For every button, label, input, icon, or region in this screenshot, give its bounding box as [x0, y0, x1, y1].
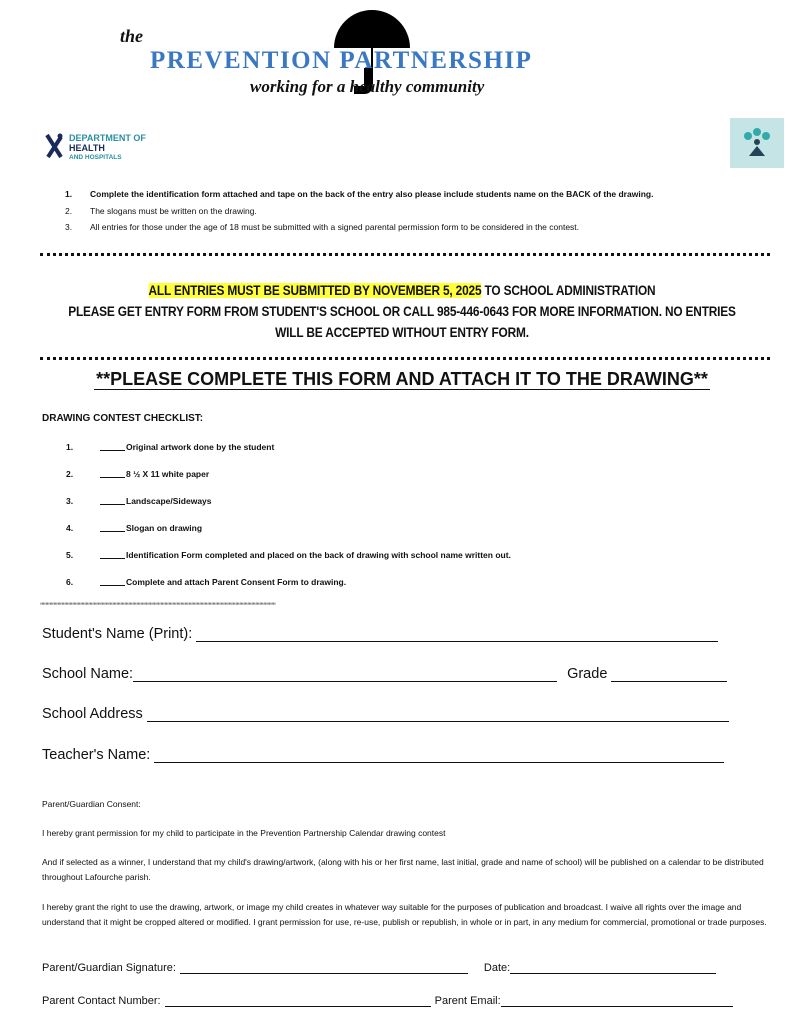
separator: ‘‘‘‘‘‘‘‘‘‘‘‘‘‘‘‘‘‘‘‘‘‘‘‘‘‘‘‘‘‘‘‘‘‘‘‘‘‘‘‘‘‘‘‘‘‘‘‘‘‘‘‘‘‘‘‘‘‘‘‘‘‘‘‘‘‘‘‘‘‘‘‘‘‘‘‘‘‘‘‘‘‘‘‘‘‘‘‘‘‘‘‘‘‘‘‘‘‘‘‘‘‘‘‘‘‘‘‘‘‘‘‘‘‘‘‘‘‘‘‘‘‘‘‘‘‘‘‘‘‘‘‘‘‘‘‘‘‘‘‘‘‘‘‘‘‘‘‘‘‘‘‘‘‘‘‘‘‘‘‘‘‘‘‘‘‘‘‘‘‘‘‘‘‘‘‘: [40, 601, 276, 611]
grade-field[interactable]: [611, 668, 727, 682]
school-name-field[interactable]: School Name: Grade: [42, 666, 727, 682]
signature-row: Parent/Guardian Signature: Date:: [42, 962, 716, 974]
checklist-item: 6. Complete and attach Parent Consent Form to drawing.: [66, 577, 347, 587]
dhh-logo: [45, 133, 146, 163]
email-field[interactable]: [501, 995, 733, 1007]
form-title: **PLEASE COMPLETE THIS FORM AND ATTACH IT TO THE DRAWING**: [96, 369, 708, 389]
consent-heading: Parent/Guardian Consent:: [42, 799, 141, 809]
banner-line2: PLEASE GET ENTRY FORM FROM STUDENT'S SCHOOL OR CALL 985-446-0643 FOR MORE INFORMATION. NO ENTRIES: [68, 304, 736, 319]
student-name-field[interactable]: Student's Name (Print):: [42, 626, 718, 642]
divider: [40, 253, 770, 256]
logo-tagline: working for a healthy community: [250, 77, 485, 96]
school-address-field[interactable]: School Address: [42, 706, 729, 722]
logo-brand: PREVENTION PARTNERSHIP: [150, 47, 533, 74]
consent-paragraph: And if selected as a winner, I understand that my child's drawing/artwork, (along with his or her first name, last initial, grade and name of school) will be published on a calendar to be distributed throughout Lafourche parish.: [42, 857, 764, 882]
tree-people-logo-icon: [730, 118, 784, 168]
checklist-item: 2. 8 ½ X 11 white paper: [66, 469, 210, 479]
grade-label: Grade: [567, 666, 608, 682]
instruction-item: 1. Complete the identification form attached and tape on the back of the entry also please include students name on the BACK of the drawing.: [65, 189, 654, 199]
dhh-figure-icon: [45, 133, 65, 159]
checklist-item: 5. Identification Form completed and placed on the back of drawing with school name written out.: [66, 550, 511, 560]
signature-field[interactable]: [180, 962, 468, 974]
banner-line3: WILL BE ACCEPTED WITHOUT ENTRY FORM.: [275, 325, 529, 340]
phone-field[interactable]: [165, 995, 431, 1007]
teacher-name-field[interactable]: Teacher's Name:: [42, 747, 724, 763]
instruction-item: 3. All entries for those under the age of 18 must be submitted with a signed parental permission form to be considered in the contest.: [65, 222, 580, 232]
deadline-banner: ALL ENTRIES MUST BE SUBMITTED BY NOVEMBER 5, 2025 TO SCHOOL ADMINISTRATION: [148, 283, 656, 298]
instruction-item: 2. The slogans must be written on the drawing.: [65, 206, 257, 216]
date-field[interactable]: [510, 962, 716, 974]
checklist-item: 3. Landscape/Sideways: [66, 496, 212, 506]
contact-row: Parent Contact Number: Parent Email:: [42, 995, 733, 1007]
divider: [40, 357, 770, 360]
checklist-item: 4. Slogan on drawing: [66, 523, 203, 533]
checklist-title: DRAWING CONTEST CHECKLIST:: [42, 413, 204, 424]
dept-line1: DEPARTMENT OF: [69, 133, 146, 143]
checklist-item: 1. Original artwork done by the student: [66, 442, 275, 452]
consent-paragraph: I hereby grant the right to use the drawing, artwork, or image my child creates in whatever way suitable for the purposes of publication and broadcast. I waive all rights over the image and understand that it might be cropped altered or modified. I grant permission for use, re-use, publish or republish, in whole or in part, in any medium for commercial, promotional or trade purposes.: [42, 902, 767, 927]
consent-paragraph: I hereby grant permission for my child to participate in the Prevention Partnership Calendar drawing contest: [42, 828, 446, 838]
dept-line3: AND HOSPITALS: [69, 154, 122, 161]
dept-line2: HEALTH: [69, 143, 105, 153]
logo-the: the: [120, 26, 144, 46]
